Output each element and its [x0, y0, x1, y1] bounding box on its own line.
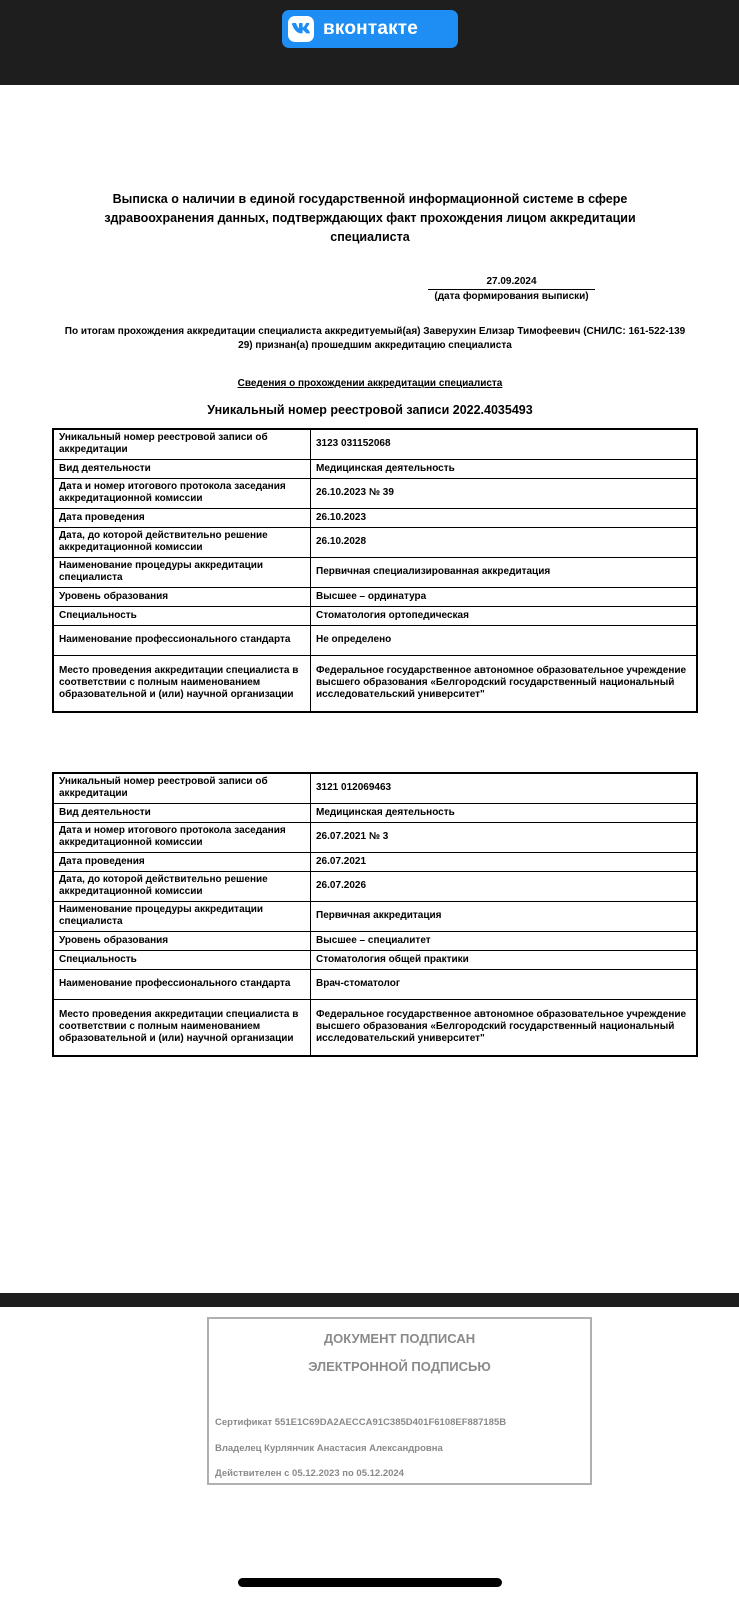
- date-caption: (дата формирования выписки): [434, 291, 589, 302]
- table-row: [53, 871, 697, 901]
- table-row: [53, 429, 697, 459]
- section-title: Сведения о прохождении аккредитации специалиста: [237, 378, 503, 389]
- row-label: Наименование профессионального стандарта: [53, 969, 311, 999]
- table-row: [53, 901, 697, 931]
- row-label: Дата проведения: [53, 508, 311, 527]
- document-title: Выписка о наличии в единой государственной информационной системе в сфере здравоохранения данных, подтверждающих факт прохождения лицом аккредитации специалиста: [104, 192, 636, 244]
- table-row: [53, 655, 697, 712]
- accreditation-table-2: [52, 772, 698, 1057]
- row-label: Место проведения аккредитации специалиста в соответствии с полным наименованием образовательной и (или) научной организации: [53, 999, 311, 1056]
- home-indicator[interactable]: [238, 1578, 502, 1587]
- row-value: 3121 012069463: [311, 773, 698, 803]
- signature-stamp: [207, 1317, 592, 1485]
- row-label: Место проведения аккредитации специалиста в соответствии с полным наименованием образовательной и (или) научной организации: [53, 655, 311, 712]
- row-value: 26.07.2021 № 3: [311, 822, 698, 852]
- row-label: Уникальный номер реестровой записи об аккредитации: [53, 773, 311, 803]
- table-row: [53, 587, 697, 606]
- vk-logo[interactable]: [282, 10, 458, 48]
- table-row: [53, 508, 697, 527]
- table-row: [53, 527, 697, 557]
- table-row: [53, 625, 697, 655]
- vk-logo-icon: [288, 16, 314, 42]
- table-row: [53, 969, 697, 999]
- table-row: [53, 773, 697, 803]
- stamp-validity: Действителен с 05.12.2023 по 05.12.2024: [215, 1468, 404, 1479]
- document-date: 27.09.2024: [428, 275, 595, 290]
- table-row: [53, 803, 697, 822]
- row-value: 26.10.2023 № 39: [311, 478, 698, 508]
- row-label: Специальность: [53, 950, 311, 969]
- row-label: Наименование процедуры аккредитации специалиста: [53, 901, 311, 931]
- row-label: Уровень образования: [53, 931, 311, 950]
- table-row: [53, 999, 697, 1056]
- table-row: [53, 606, 697, 625]
- intro-paragraph: По итогам прохождения аккредитации специалиста аккредитуемый(ая) Заверухин Елизар Тимофеевич (СНИЛС: 161-522-139 29) признан(а) прошедшим аккредитацию специалиста: [64, 326, 686, 351]
- row-label: Наименование процедуры аккредитации специалиста: [53, 557, 311, 587]
- table-row: [53, 478, 697, 508]
- row-label: Вид деятельности: [53, 803, 311, 822]
- table-row: [53, 557, 697, 587]
- row-value: 26.07.2026: [311, 871, 698, 901]
- stamp-title-line-2: ЭЛЕКТРОННОЙ ПОДПИСЬЮ: [308, 1359, 491, 1374]
- row-label: Дата, до которой действительно решение аккредитационной комиссии: [53, 527, 311, 557]
- date-block: [428, 275, 595, 304]
- row-label: Уникальный номер реестровой записи об аккредитации: [53, 429, 311, 459]
- top-bar: [0, 0, 739, 85]
- table-row: [53, 931, 697, 950]
- row-value: Федеральное государственное автономное образовательное учреждение высшего образования «Белгородский государственный национальный исследовательский университет": [311, 655, 698, 712]
- row-value: 26.10.2023: [311, 508, 698, 527]
- bottom-bar: [0, 1293, 739, 1307]
- row-label: Дата и номер итогового протокола заседания аккредитационной комиссии: [53, 478, 311, 508]
- row-label: Специальность: [53, 606, 311, 625]
- stamp-title-line-1: ДОКУМЕНТ ПОДПИСАН: [323, 1331, 476, 1346]
- row-label: Дата и номер итогового протокола заседания аккредитационной комиссии: [53, 822, 311, 852]
- vk-brand-text: вконтакте: [323, 18, 419, 39]
- row-value: Стоматология ортопедическая: [311, 606, 698, 625]
- row-value: Высшее – ординатура: [311, 587, 698, 606]
- table-row: [53, 459, 697, 478]
- table-row: [53, 822, 697, 852]
- row-label: Вид деятельности: [53, 459, 311, 478]
- table-row: [53, 852, 697, 871]
- stamp-owner: Владелец Курлянчик Анастасия Александровна: [215, 1443, 443, 1454]
- row-label: Наименование профессионального стандарта: [53, 625, 311, 655]
- row-value: 26.07.2021: [311, 852, 698, 871]
- row-value: Медицинская деятельность: [311, 459, 698, 478]
- row-value: Не определено: [311, 625, 698, 655]
- row-value: Первичная специализированная аккредитация: [311, 557, 698, 587]
- row-value: Первичная аккредитация: [311, 901, 698, 931]
- stamp-certificate: Сертификат 551E1C69DA2AECCA91C385D401F6108EF887185B: [215, 1417, 507, 1428]
- row-label: Уровень образования: [53, 587, 311, 606]
- row-value: Медицинская деятельность: [311, 803, 698, 822]
- row-value: 3123 031152068: [311, 429, 698, 459]
- row-value: Высшее – специалитет: [311, 931, 698, 950]
- row-value: Федеральное государственное автономное образовательное учреждение высшего образования «Белгородский государственный национальный исследовательский университет": [311, 999, 698, 1056]
- table-row: [53, 950, 697, 969]
- row-value: Врач-стоматолог: [311, 969, 698, 999]
- row-value: Стоматология общей практики: [311, 950, 698, 969]
- accreditation-table-1: [52, 428, 698, 713]
- registry-number-title: Уникальный номер реестровой записи 2022.4035493: [207, 403, 533, 417]
- row-label: Дата, до которой действительно решение аккредитационной комиссии: [53, 871, 311, 901]
- row-value: 26.10.2028: [311, 527, 698, 557]
- row-label: Дата проведения: [53, 852, 311, 871]
